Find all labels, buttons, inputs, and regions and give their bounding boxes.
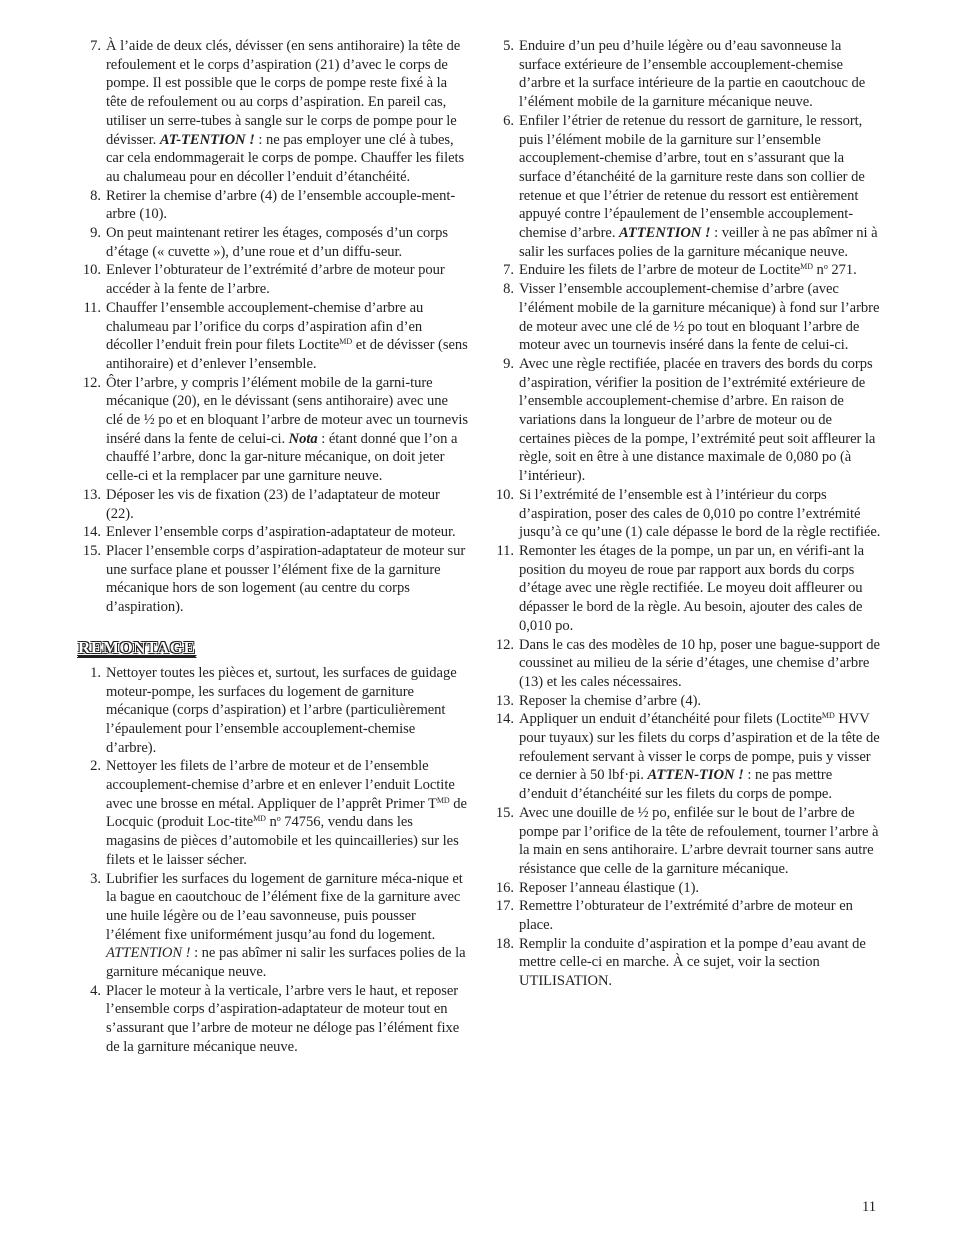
list-item bbox=[489, 280, 881, 355]
list-item bbox=[76, 486, 468, 523]
disassembly-steps-list bbox=[76, 37, 468, 617]
list-item bbox=[76, 664, 468, 758]
list-item bbox=[489, 542, 881, 636]
step-text: Lubrifier les surfaces du logement de garniture méca-nique et la bague en caoutchouc de l’élément fixe de la garniture avec une huile légère ou de l’eau savonneuse, puis pousser l’élément fixe uniformément jusqu’au fond du logement. ATTENTION ! : ne pas abîmer ni salir les surfaces polies de la garniture mécanique neuve. bbox=[106, 870, 466, 981]
reassembly-steps-list bbox=[76, 664, 468, 1057]
step-number: 2. bbox=[90, 758, 101, 775]
step-number: 9. bbox=[503, 355, 514, 372]
step-text: Si l’extrémité de l’ensemble est à l’intérieur du corps d’aspiration, poser des cales de 0,010 po contre l’extrémité jusqu’à ce qu’une (1) cale dépasse le bord de la règle rectifiée. bbox=[519, 486, 881, 541]
left-column bbox=[76, 37, 468, 1057]
list-item bbox=[489, 897, 881, 934]
step-text: Déposer les vis de fixation (23) de l’adaptateur de moteur (22). bbox=[106, 486, 440, 522]
right-column bbox=[489, 37, 881, 991]
step-text: Nettoyer toutes les pièces et, surtout, les surfaces de guidage moteur-pompe, les surfaces du logement de garniture mécanique (corps d’aspiration) et l’arbre (particulièrement l’épaulement pour l’ensemble accouplement-chemise d’arbre). bbox=[106, 664, 457, 756]
step-number: 14. bbox=[495, 711, 514, 728]
page-number: 11 bbox=[861, 1199, 876, 1215]
list-item bbox=[489, 37, 881, 112]
list-item bbox=[76, 299, 468, 374]
step-text: Visser l’ensemble accouplement-chemise d’arbre (avec l’élément mobile de la garniture mécanique) à fond sur l’arbre de moteur avec une clé de ½ po tout en bloquant l’arbre de moteur avec un tournevis inséré dans la fente de celui-ci. bbox=[519, 281, 880, 354]
step-number: 4. bbox=[90, 982, 101, 999]
step-text: Appliquer un enduit d’étanchéité pour filets (Loctite$^{MD}$ HVV pour tuyaux) sur les filets du corps d’aspiration et de la tête de refoulement servant à visser le corps de pompe, puis y visser ce dernier à 50 lbf·pi. ATTEN-TION ! : ne pas mettre d’enduit d’étanchéité sur les filets du corps de pompe. bbox=[519, 711, 880, 803]
step-text: Enduire les filets de l’arbre de moteur de Loctite$^{MD}$ $n^o$ 271. bbox=[519, 262, 857, 279]
section-heading-remontage: REMONTAGE bbox=[78, 637, 196, 657]
list-item bbox=[489, 710, 881, 804]
step-number: 15. bbox=[495, 804, 514, 821]
step-number: 7. bbox=[503, 262, 514, 279]
step-text: Avec une règle rectifiée, placée en travers des bords du corps d’aspiration, vérifier la position de l’extrémité extérieure de l’ensemble accouplement-chemise d’arbre. En raison de variations dans la longueur de l’arbre de moteur ou de certaines pièces de la pompe, l’extrémité peut soit affleurer la règle, soit en être à une distance maximale de 0,080 po (à l’intérieur). bbox=[519, 355, 876, 485]
step-text: Avec une douille de ½ po, enfilée sur le bout de l’arbre de pompe par l’orifice de la tête de refoulement, tourner l’arbre à la main en sens antihoraire. L’arbre devrait tourner sans autre résistance que celle de la garniture mécanique. bbox=[519, 804, 879, 877]
step-number: 6. bbox=[503, 112, 514, 129]
list-item bbox=[489, 636, 881, 692]
list-item bbox=[76, 982, 468, 1057]
step-number: 12. bbox=[82, 374, 101, 391]
step-number: 9. bbox=[90, 225, 101, 242]
step-number: 17. bbox=[495, 898, 514, 915]
list-item bbox=[489, 355, 881, 486]
step-text: Enlever l’obturateur de l’extrémité d’arbre de moteur pour accéder à la fente de l’arbre. bbox=[106, 262, 445, 298]
step-number: 10. bbox=[495, 486, 514, 503]
step-number: 12. bbox=[495, 636, 514, 653]
step-number: 13. bbox=[495, 692, 514, 709]
step-text: À l’aide de deux clés, dévisser (en sens antihoraire) la tête de refoulement et le corps d’aspiration (21) d’avec le corps de pompe. Il est possible que le corps de pompe reste fixé à la tête de refoulement ou au corps d’aspiration. En pareil cas, utiliser un serre-tubes à sangle sur le corps de pompe pour le dévisser. AT-TENTION ! : ne pas employer une clé à tubes, car cela endommagerait le corps de pompe. Chauffer les filets au chalumeau pour en décoller l’enduit d’étanchéité. bbox=[106, 38, 465, 185]
step-text: Dans le cas des modèles de 10 hp, poser une bague-support de coussinet au milieu de la série d’étages, une chemise d’arbre (13) et les cales nécessaires. bbox=[519, 636, 880, 690]
step-number: 11. bbox=[496, 542, 514, 559]
step-text: Enlever l’ensemble corps d’aspiration-adaptateur de moteur. bbox=[106, 524, 456, 541]
list-item bbox=[76, 870, 468, 982]
list-item bbox=[76, 261, 468, 298]
step-number: 16. bbox=[495, 879, 514, 896]
step-text: Remonter les étages de la pompe, un par un, en vérifi-ant la position du moyeu de roue par rapport aux bords du corps d’étage avec une règle rectifiée. Le moyeu doit affleurer ou dépasser le bord de la règle. Au besoin, ajouter des cales de 0,010 po. bbox=[519, 542, 865, 634]
list-item bbox=[76, 187, 468, 224]
list-item bbox=[489, 692, 881, 711]
list-item bbox=[76, 757, 468, 869]
step-number: 1. bbox=[90, 664, 101, 681]
step-text: Retirer la chemise d’arbre (4) de l’ensemble accouple-ment-arbre (10). bbox=[106, 187, 456, 223]
step-text: Reposer la chemise d’arbre (4). bbox=[519, 692, 702, 709]
step-text: Enfiler l’étrier de retenue du ressort de garniture, le ressort, puis l’élément mobile de la garniture sur l’ensemble accouplement-chemise d’arbre, tout en s’assurant que la surface d’étanchéité de la garniture reste dans son collier de retenue et que l’étrier de retenue du ressort est entièrement appuyé contre l’épaulement de l’ensemble accouplement-chemise d’arbre. ATTENTION ! : veiller à ne pas abîmer ni à salir les surfaces polies de la garniture mécanique neuve. bbox=[519, 112, 878, 260]
list-item bbox=[76, 37, 468, 187]
step-text: On peut maintenant retirer les étages, composés d’un corps d’étage (« cuvette »), d’une roue et d’un diffu-seur. bbox=[106, 225, 448, 260]
step-text: Nettoyer les filets de l’arbre de moteur et de l’ensemble accouplement-chemise d’arbre et en enlever l’enduit Loctite avec une brosse en métal. Appliquer de l’apprêt Primer $T^{MD}$ de Locquic (produit Loc-tite$^{MD}$ $n^o$ 74756, vendu dans les magasins de pièces d’automobile et les quincailleries) sur les filets et le laisser sécher. bbox=[106, 758, 467, 868]
step-number: 7. bbox=[90, 38, 101, 54]
list-item bbox=[489, 112, 881, 262]
step-number: 10. bbox=[82, 262, 101, 279]
step-number: 8. bbox=[503, 281, 514, 298]
step-number: 13. bbox=[82, 486, 101, 503]
list-item bbox=[489, 935, 881, 991]
list-item bbox=[489, 804, 881, 879]
step-text: Enduire d’un peu d’huile légère ou d’eau savonneuse la surface extérieure de l’ensemble accouplement-chemise d’arbre et la surface intérieure de la partie en caoutchouc de l’élément mobile de la garniture mécanique neuve. bbox=[519, 38, 866, 111]
step-text: Ôter l’arbre, y compris l’élément mobile de la garni-ture mécanique (20), en le dévissant (sens antihoraire) avec une clé de ½ po et en bloquant l’arbre de moteur avec un tournevis inséré dans la fente de celui-ci. Nota : étant donné que l’on a chauffé l’arbre, donc la gar-niture mécanique, on doit jeter celle-ci et la remplacer par une garniture neuve. bbox=[106, 374, 469, 485]
step-number: 5. bbox=[503, 38, 514, 54]
step-number: 3. bbox=[90, 870, 101, 887]
step-text: Reposer l’anneau élastique (1). bbox=[519, 879, 699, 896]
step-number: 14. bbox=[82, 524, 101, 541]
step-number: 15. bbox=[82, 542, 101, 559]
list-item bbox=[76, 542, 468, 617]
step-number: 18. bbox=[495, 935, 514, 952]
list-item bbox=[489, 261, 881, 280]
list-item bbox=[76, 374, 468, 486]
list-item bbox=[76, 523, 468, 542]
step-text: Placer l’ensemble corps d’aspiration-adaptateur de moteur sur une surface plane et pousser l’élément fixe de la garniture mécanique hors de son logement (au centre du corps d’aspiration). bbox=[106, 542, 466, 616]
step-number: 11. bbox=[83, 299, 101, 316]
step-text: Chauffer l’ensemble accouplement-chemise d’arbre au chalumeau par l’orifice du corps d’aspiration afin d’en décoller l’enduit frein pour filets Loctite$^{MD}$ et de dévisser (sens antihoraire) et d’enlever l’ensemble. bbox=[106, 299, 468, 372]
reassembly-steps-list-continued bbox=[489, 37, 881, 991]
step-text: Remplir la conduite d’aspiration et la pompe d’eau avant de mettre celle-ci en marche. À ce sujet, voir la section UTILISATION. bbox=[519, 935, 866, 990]
list-item bbox=[489, 486, 881, 542]
list-item bbox=[76, 224, 468, 261]
list-item bbox=[489, 879, 881, 898]
step-text: Placer le moteur à la verticale, l’arbre vers le haut, et reposer l’ensemble corps d’aspiration-adaptateur de moteur tout en s’assurant que l’arbre de moteur ne déloge pas l’élément fixe de la garniture mécanique neuve. bbox=[106, 982, 460, 1055]
step-text: Remettre l’obturateur de l’extrémité d’arbre de moteur en place. bbox=[519, 898, 853, 934]
step-number: 8. bbox=[90, 187, 101, 204]
